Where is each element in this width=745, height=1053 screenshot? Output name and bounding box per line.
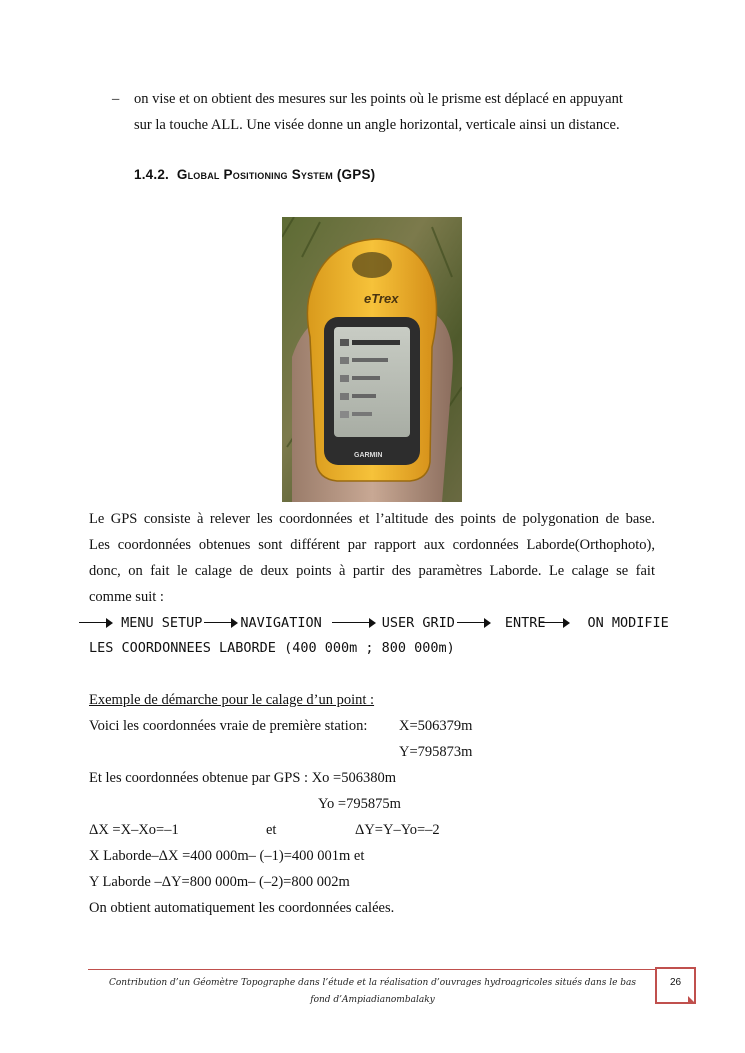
footer-divider — [88, 969, 655, 970]
device-maker-label: GARMIN — [354, 452, 383, 459]
example-x-true: X=506379m — [399, 718, 473, 734]
page-fold-corner — [688, 996, 696, 1004]
arrow-icon — [457, 618, 491, 628]
step-menu-setup: MENU SETUP — [121, 615, 203, 631]
bullet-dash: – — [112, 91, 120, 107]
paragraph-line-4: comme suit : — [89, 589, 164, 605]
page-number-box — [655, 967, 696, 1004]
section-number: 1.4.2. — [134, 167, 169, 182]
example-dy: ΔY=Y–Yo=–2 — [355, 822, 440, 838]
step-on-modifie: ON MODIFIE — [587, 615, 669, 631]
section-title: Global Positioning System (GPS) — [176, 167, 376, 182]
paragraph-line-2: Les coordonnées obtenues sont différent par rapport aux cordonnées Laborde(Orthophoto), — [89, 537, 655, 553]
example-yo: Yo =795875m — [318, 796, 401, 812]
bullet-text-line-2: sur la touche ALL. Une visée donne un angle horizontal, verticale ainsi un distance. — [134, 117, 620, 133]
example-x-laborde: X Laborde–ΔX =400 000m– (–1)=400 001m et — [89, 848, 365, 864]
example-y-laborde: Y Laborde –ΔY=800 000m– (–2)=800 002m — [89, 874, 350, 890]
procedure-steps — [79, 615, 669, 631]
example-title: Exemple de démarche pour le calage d’un point : — [89, 692, 375, 708]
arrow-icon — [332, 618, 376, 628]
example-conclusion: On obtient automatiquement les coordonnées calées. — [89, 900, 395, 916]
example-gps-label: Et les coordonnées obtenue par GPS : Xo =506380m — [89, 770, 396, 786]
arrow-icon — [79, 618, 113, 628]
gps-device-photo — [282, 217, 462, 502]
step-entre: ENTRE — [504, 615, 546, 631]
section-heading — [134, 167, 375, 182]
device-brand-label: eTrex — [364, 291, 399, 306]
arrow-icon — [540, 618, 570, 628]
arrow-icon — [204, 618, 238, 628]
example-y-true: Y=795873m — [399, 744, 473, 760]
paragraph-line-1: Le GPS consiste à relever les coordonnées et l’altitude des points de polygonation de base. — [89, 511, 655, 527]
bullet-text-line-1: on vise et on obtient des mesures sur les points où le prisme est déplacé en appuyant — [134, 91, 623, 107]
footer-text: Contribution d’un Géomètre Topographe dans l’étude et la réalisation d’ouvrages hydroagricoles situés dans le bas fond d’Ampiadianombalaky — [108, 978, 637, 1005]
example-dx: ΔX =X–Xo=–1 — [89, 822, 179, 838]
step-user-grid: USER GRID — [381, 615, 455, 631]
gps-photo-illustration — [282, 217, 462, 502]
example-true-label: Voici les coordonnées vraie de première station: — [89, 718, 368, 734]
step-navigation: NAVIGATION — [240, 615, 322, 631]
example-et: et — [266, 822, 277, 838]
procedure-line-2: LES COORDONNEES LABORDE (400 000m ; 800 000m) — [89, 640, 455, 656]
paragraph-line-3: donc, on fait le calage de deux points à partir des paramètres Laborde. Le calage se fait — [89, 563, 655, 579]
page-number: 26 — [669, 977, 682, 988]
